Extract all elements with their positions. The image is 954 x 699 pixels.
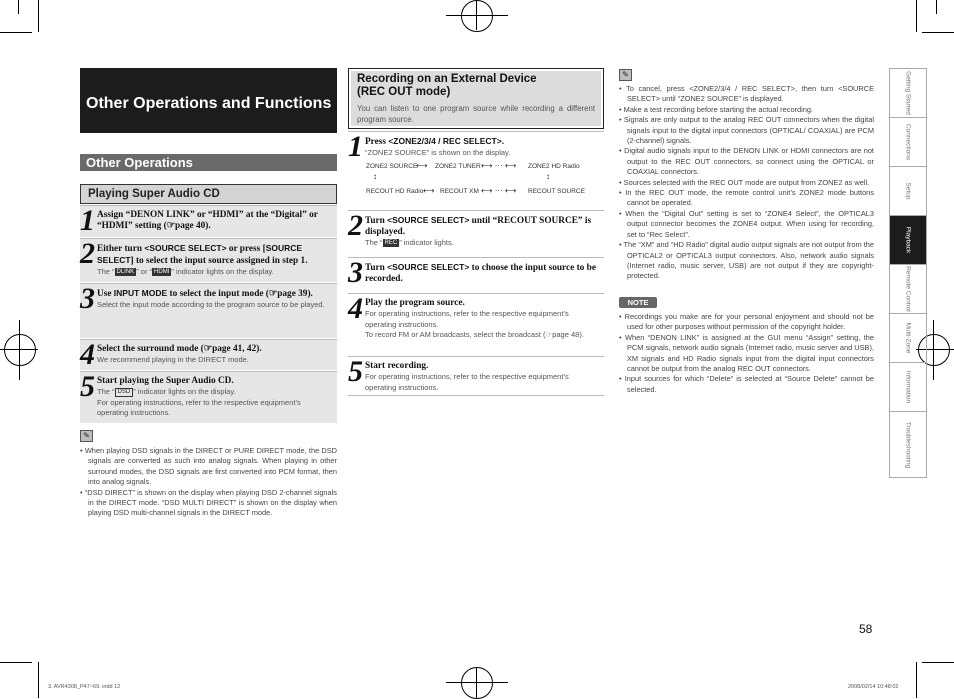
- hdmi-indicator: HDMI: [154, 269, 170, 276]
- tab-connections[interactable]: Connections: [890, 118, 926, 167]
- step-number: 3: [80, 282, 95, 315]
- crop-mark: [38, 662, 39, 698]
- crop-mark: [916, 662, 917, 698]
- right-notes: [619, 84, 874, 282]
- list-item: • Sources selected with the REC OUT mode are output from ZONE2 as well.: [619, 177, 870, 187]
- source-select-knob-label: <SOURCE SELECT>: [144, 243, 227, 253]
- step-note: The “ DSD ” indicator lights on the display.: [97, 387, 236, 396]
- tab-setup[interactable]: Setup: [890, 167, 926, 216]
- registration-mark: [446, 15, 508, 16]
- rec-step-1: [348, 131, 604, 209]
- step-instruction: Assign “DENON LINK” or “HDMI” at the “Digital” or “HDMI” setting (☞page 40).: [97, 210, 318, 231]
- step-note: For operating instructions, refer to the respective equipment’s operating instructions.: [365, 309, 569, 329]
- list-item: • When the “Digital Out” setting is set to “ZONE4 Select”, the OPTICAL3 output connector becomes the ZONE4 output. When using for recording, set to “Rec Select”.: [619, 208, 874, 239]
- registration-mark: [476, 667, 477, 698]
- step-1: [80, 205, 337, 237]
- crop-mark: [936, 0, 937, 14]
- step-number: 5: [80, 370, 95, 403]
- crop-mark: [916, 0, 917, 32]
- step-number: 3: [348, 256, 363, 289]
- list-item: • Input sources for which “Delete” is selected at “Source Delete” cannot be selected.: [619, 374, 874, 394]
- step-note: To record FM or AM broadcasts, select the broadcast (☞page 48).: [365, 330, 584, 339]
- step-instruction: Play the program source.: [365, 298, 465, 308]
- left-notes: [80, 446, 337, 519]
- page-title: Other Operations and Functions: [80, 68, 337, 133]
- footer-timestamp: 2008/02/14 10:48:02: [848, 684, 899, 690]
- crop-mark: [38, 0, 39, 32]
- step-note: We recommend playing in the DIRECT mode.: [97, 355, 249, 364]
- vertical-arrow-icon: ↕: [373, 172, 377, 181]
- step-note: For operating instructions, refer to the respective equipment’s operating instructions.: [365, 372, 569, 392]
- registration-mark: [933, 320, 934, 380]
- step-5: [80, 371, 337, 423]
- flow-zone2-hd-radio: ZONE2 HD Radio: [528, 163, 580, 170]
- step-number: 5: [348, 355, 363, 388]
- list-item: • When “DENON LINK” is assigned at the GUI menu “Assign” setting, the PCM signals, network audio signals (Internet radio, music server and USB), XM signals and HD Radio signals input from the digital input connectors cannot be output from the analog REC OUT connectors.: [619, 332, 874, 374]
- page-number: 58: [859, 622, 873, 636]
- memo-pencil-icon: ✎: [619, 69, 632, 81]
- step-4: [80, 339, 337, 370]
- step-number: 2: [80, 237, 95, 270]
- source-select-button-label: SOURCE SELECT: [97, 243, 303, 265]
- note-badge: NOTE: [619, 297, 657, 308]
- step-number: 4: [348, 292, 363, 325]
- flow-recout-xm: RECOUT XM: [440, 188, 479, 195]
- step-instruction: Start recording.: [365, 361, 429, 371]
- registration-mark: [4, 334, 36, 366]
- list-item: • Digital audio signals input to the DENON LINK or HDMI connectors are not output to the REC OUT connectors, so connect using the OPTICAL or COAXIAL connectors.: [619, 146, 874, 177]
- zone-rec-select-button-label: <ZONE2/3/4 / REC SELECT>: [388, 136, 502, 146]
- step-instruction: Press <ZONE2/3/4 / REC SELECT>.: [365, 136, 505, 147]
- flow-zone2-tuner: ZONE2 TUNER: [435, 163, 481, 170]
- step-note: “ZONE2 SOURCE” is shown on the display.: [365, 148, 511, 157]
- list-item: • Signals are only output to the analog REC OUT connectors when the digital signals input to the digital input connectors (OPTICAL/ COAXIAL) are PCM (2-channel) signals.: [619, 115, 874, 146]
- tab-troubleshooting[interactable]: Troubleshooting: [890, 412, 926, 478]
- rec-step-2: [348, 210, 604, 256]
- step-note: Select the input mode according to the program source to be played.: [97, 300, 325, 309]
- step-instruction: Use INPUT MODE to select the input mode (☞page 39).: [97, 288, 313, 299]
- rec-step-3: [348, 257, 604, 292]
- crop-mark: [0, 32, 32, 33]
- step-note: For operating instructions, refer to the respective equipment’s operating instructions.: [97, 397, 301, 417]
- registration-mark: [19, 320, 20, 380]
- list-item: • To cancel, press <ZONE2/3/4 / REC SELECT>, then turn <SOURCE SELECT> until “ZONE2 SOURCE” is displayed.: [619, 84, 875, 104]
- step-note: The “ DLINK ” or “ HDMI ” indicator lights on the display.: [97, 267, 274, 276]
- crop-mark: [922, 32, 954, 33]
- rec-step-5: [348, 356, 604, 396]
- list-item: • When playing DSD signals in the DIRECT or PURE DIRECT mode, the DSD signals are converted as such into analog signals. When playing in other surround modes, the DSD signals are first converted into PCM format, then into analog signals.: [80, 446, 337, 487]
- rec-out-header: [348, 68, 604, 129]
- step-number: 4: [80, 338, 95, 371]
- source-select-knob-label: <SOURCE SELECT>: [387, 215, 470, 225]
- step-2: [80, 238, 337, 282]
- registration-mark: [446, 682, 508, 683]
- input-mode-button-label: INPUT MODE: [113, 288, 168, 298]
- list-item: • The “XM” and “HD Radio” digital audio output signals are not output from the OPTICAL2 or OPTICAL3 output connectors. Also, network audio signals (Internet radio, music server, USB) are not output if they are copyright-protected.: [619, 240, 874, 281]
- rec-step-4: [348, 293, 604, 355]
- flow-recout-source: RECOUT SOURCE: [528, 188, 585, 195]
- tab-information[interactable]: Information: [890, 363, 926, 412]
- dlink-indicator: DLINK: [116, 269, 135, 276]
- registration-mark: [461, 667, 493, 699]
- vertical-arrow-icon: ↕: [546, 172, 550, 181]
- memo-pencil-icon: ✎: [80, 430, 93, 442]
- step-instruction: Turn <SOURCE SELECT> to choose the input source to be recorded.: [365, 262, 596, 284]
- section-title: Other Operations: [80, 154, 337, 171]
- crop-mark: [18, 0, 19, 14]
- rec-indicator: REC: [384, 240, 398, 247]
- rec-out-description: You can listen to one program source while recording a different program source.: [357, 104, 595, 124]
- registration-mark: [476, 0, 477, 30]
- note-list: [619, 312, 874, 395]
- step-instruction: Start playing the Super Audio CD.: [97, 376, 234, 386]
- source-select-knob-label: <SOURCE SELECT>: [387, 262, 470, 272]
- flow-recout-hd-radio: RECOUT HD Radio: [366, 188, 424, 195]
- chapter-tabs: [889, 68, 927, 478]
- step-note: The “ REC ” indicator lights.: [365, 238, 454, 247]
- dsd-indicator: DSD: [115, 388, 134, 397]
- registration-mark: [461, 0, 493, 32]
- double-arrow-icon: ⟷: [416, 161, 428, 170]
- step-instruction: Select the surround mode (☞page 41, 42).: [97, 344, 262, 354]
- tab-playback[interactable]: Playback: [890, 216, 926, 265]
- tab-remote-control[interactable]: Remote Control: [890, 265, 926, 314]
- flow-zone2-source: ZONE2 SOURCE: [366, 163, 418, 170]
- step-instruction: Either turn <SOURCE SELECT> or press [SOURCE SELECT] to select the input source assigned in step 1.: [97, 243, 308, 266]
- step-3: [80, 283, 337, 338]
- rec-out-title: Recording on an External Device (REC OUT mode): [357, 73, 537, 98]
- list-item: • “DSD DIRECT” is shown on the display when playing DSD 2-channel signals in the DIRECT mode. “DSD MULTI DIRECT” is shown on the display when playing DSD multi-channel signals in the DIRECT mode.: [80, 487, 337, 518]
- tab-getting-started[interactable]: Getting Started: [890, 69, 926, 118]
- step-number: 2: [348, 209, 363, 242]
- list-item: • Make a test recording before starting the actual recording.: [619, 104, 814, 114]
- list-item: • Recordings you make are for your personal enjoyment and should not be used for other purposes without permission of the copyright holder.: [619, 312, 874, 332]
- crop-mark: [922, 662, 954, 663]
- list-item: • In the REC OUT mode, the remote control unit’s ZONE2 mode buttons cannot be operated.: [619, 188, 874, 208]
- step-number: 1: [348, 130, 363, 163]
- step-number: 1: [80, 204, 95, 237]
- subsection-title: Playing Super Audio CD: [80, 184, 337, 204]
- tab-multi-zone[interactable]: Multi-Zone: [890, 314, 926, 363]
- step-instruction: Turn <SOURCE SELECT> until “RECOUT SOURCE” is displayed.: [365, 215, 592, 237]
- crop-mark: [0, 662, 32, 663]
- double-arrow-icon: ⟷ ··· ⟷: [481, 161, 517, 170]
- footer-file-info: 3. AVR4308_P47~69. indd 12: [48, 684, 121, 690]
- double-arrow-icon: ⟷: [423, 186, 435, 195]
- double-arrow-icon: ⟷ ··· ⟷: [481, 186, 517, 195]
